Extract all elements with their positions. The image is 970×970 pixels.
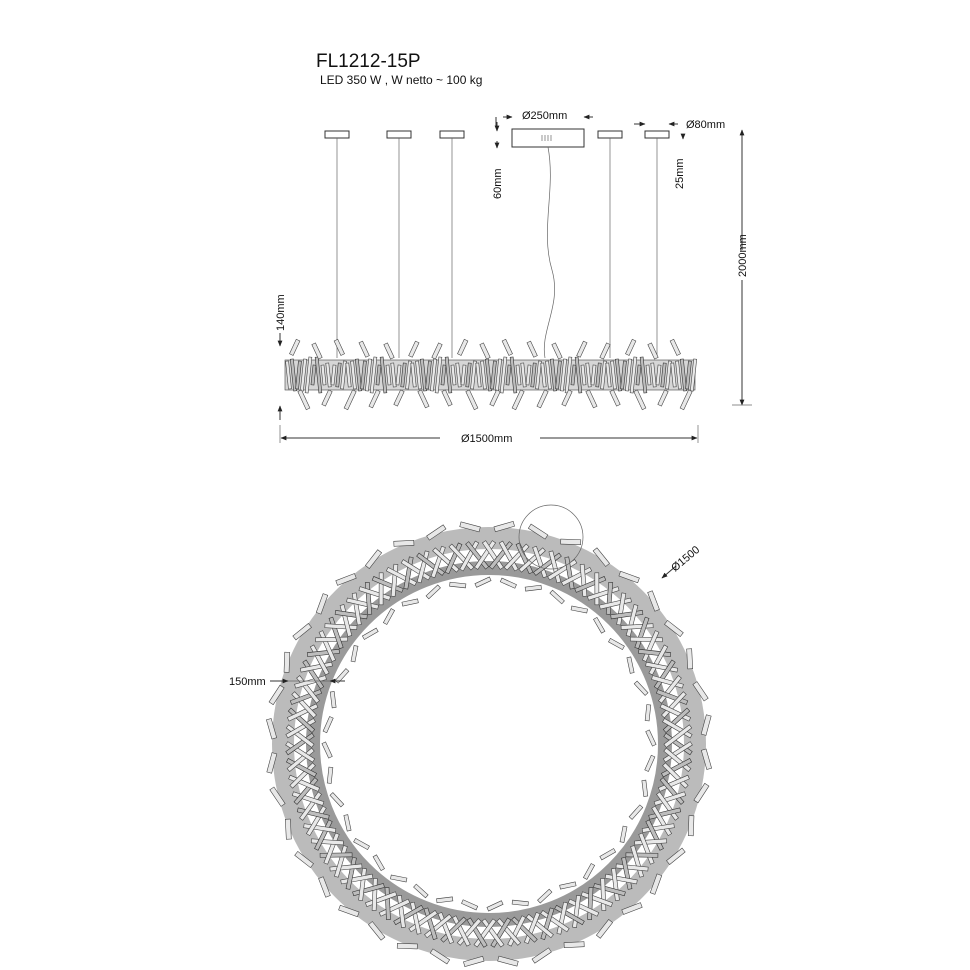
dim-total-height xyxy=(732,130,752,405)
crystal-ring-top xyxy=(266,521,711,966)
crystal-shard xyxy=(351,645,358,661)
crystal-shard xyxy=(284,652,290,672)
ring-band-outer xyxy=(283,538,695,950)
crystal-shard xyxy=(394,540,414,546)
pendant-cup xyxy=(645,131,669,138)
dim-canopy-diameter xyxy=(496,110,593,128)
crystal-shard xyxy=(330,793,344,807)
canopy-diameter-label: Ø250mm xyxy=(522,110,568,122)
crystal-shard xyxy=(688,816,694,836)
dim-cup-diameter xyxy=(634,119,725,131)
crystal-shard xyxy=(384,343,394,359)
pendant-cup xyxy=(387,131,411,138)
dim-canopy-height xyxy=(492,122,504,199)
crystal-shard xyxy=(525,585,541,591)
crystal-shard xyxy=(414,884,429,898)
crystal-shard xyxy=(490,390,500,406)
crystal-shard xyxy=(457,339,467,355)
crystal-shard xyxy=(289,339,299,355)
pendant-cup xyxy=(440,131,464,138)
crystal-shard xyxy=(680,390,692,410)
crystal-shard xyxy=(600,343,610,359)
crystal-shard xyxy=(344,390,356,410)
crystal-shard xyxy=(487,901,503,911)
crystal-shard xyxy=(480,343,490,359)
outer-diameter-label: Ø1500 xyxy=(669,543,703,575)
canopy-vent xyxy=(542,135,551,141)
total-height-label: 2000mm xyxy=(737,234,749,277)
crystal-shard xyxy=(560,882,576,889)
crystal-shard xyxy=(437,897,453,903)
crystal-shard xyxy=(583,863,594,879)
crystal-shard xyxy=(397,943,417,949)
crystal-shard xyxy=(571,606,587,613)
crystal-shard xyxy=(626,853,658,858)
crystal-shard xyxy=(577,341,587,357)
crystal-shard xyxy=(418,390,429,408)
crystal-shard xyxy=(426,585,440,599)
top-view xyxy=(229,505,712,967)
crystal-shard xyxy=(461,900,477,910)
crystal-shard xyxy=(379,899,410,916)
crystal-shard xyxy=(645,755,655,771)
crystal-shard xyxy=(537,390,548,408)
crystal-shard xyxy=(450,582,466,588)
dim-ring-diameter xyxy=(280,425,698,445)
crystal-shard xyxy=(561,539,581,545)
crystal-shard xyxy=(645,705,651,721)
crystal-ring-side xyxy=(285,339,697,409)
crystal-shard xyxy=(475,577,491,587)
pendant-cup xyxy=(598,131,622,138)
crystal-shard xyxy=(466,390,478,410)
crystal-shard xyxy=(687,649,693,669)
crystal-shard xyxy=(379,573,383,605)
cup-diameter-label: Ø80mm xyxy=(686,119,726,131)
spec-text: LED 350 W , W netto ~ 100 kg xyxy=(320,73,483,87)
crystal-shard xyxy=(593,617,604,633)
crystal-shard xyxy=(432,343,442,359)
crystal-shard xyxy=(383,609,394,625)
crystal-shard xyxy=(390,875,406,882)
crystal-shard xyxy=(512,900,528,906)
crystal-shard xyxy=(409,341,419,357)
crystal-shard xyxy=(334,339,344,355)
crystal-shard xyxy=(648,343,658,359)
crystal-shard xyxy=(601,878,606,910)
crystal-shard xyxy=(373,855,384,871)
crystal-shard xyxy=(646,820,664,850)
crystal-shard xyxy=(354,838,370,849)
ring-band-inner xyxy=(313,568,665,920)
pendant-cups xyxy=(325,131,669,138)
crystal-shard xyxy=(322,390,332,406)
crystal-shard xyxy=(627,657,634,673)
crystal-shard xyxy=(600,848,616,859)
crystal-shard xyxy=(610,390,620,406)
crystal-shard xyxy=(315,820,333,850)
crystal-shard xyxy=(634,681,648,695)
crystal-shard xyxy=(608,638,624,649)
crystal-shard xyxy=(527,341,537,357)
crystal-shard xyxy=(586,390,597,408)
crystal-shard xyxy=(330,692,336,708)
side-view xyxy=(275,110,752,445)
dim-outer-diameter xyxy=(662,544,702,578)
crystal-shard xyxy=(642,780,648,796)
crystal-shard xyxy=(285,819,291,839)
crystal-shard xyxy=(630,637,662,642)
crystal-shard xyxy=(642,631,659,662)
crystal-shard xyxy=(550,590,565,604)
crystal-shard xyxy=(502,339,512,355)
crystal-shard xyxy=(323,716,333,732)
crystal-shard xyxy=(341,874,373,884)
crystal-shard xyxy=(319,631,336,662)
crystal-shard xyxy=(320,853,352,858)
crystal-shard xyxy=(316,637,348,642)
ring-height-label: 140mm xyxy=(275,294,287,331)
crystal-shard xyxy=(500,578,516,588)
crystal-shard xyxy=(564,942,584,948)
crystal-shard xyxy=(658,390,668,406)
pendant-cup xyxy=(325,131,349,138)
crystal-shard xyxy=(362,628,378,639)
crystal-shard xyxy=(595,573,599,605)
crystal-shard xyxy=(372,878,377,910)
crystal-shard xyxy=(625,339,635,355)
crystal-shard xyxy=(646,730,656,746)
crystal-shard xyxy=(605,874,637,884)
ring-diameter-label: Ø1500mm xyxy=(461,433,513,445)
crystal-shard xyxy=(620,826,627,842)
crystal-shard xyxy=(568,899,599,916)
crystal-shard xyxy=(312,343,322,359)
canopy-height-label: 60mm xyxy=(492,168,504,199)
crystal-shard xyxy=(359,341,369,357)
crystal-shard xyxy=(344,815,351,831)
crystal-shard xyxy=(327,767,333,783)
crystal-shard xyxy=(670,339,680,355)
crystal-shard xyxy=(538,889,552,903)
crystal-shard xyxy=(402,599,418,606)
crystal-shard xyxy=(322,742,332,758)
ring-width-label: 150mm xyxy=(229,676,266,688)
cup-height-label: 25mm xyxy=(674,158,686,189)
crystal-shard xyxy=(629,805,643,820)
dim-cup-height xyxy=(674,134,686,189)
model-title: FL1212-15P xyxy=(316,51,421,72)
dim-ring-height xyxy=(275,294,287,420)
crystal-shard xyxy=(552,343,562,359)
power-cord xyxy=(544,147,554,358)
crystal-shard xyxy=(394,390,404,406)
